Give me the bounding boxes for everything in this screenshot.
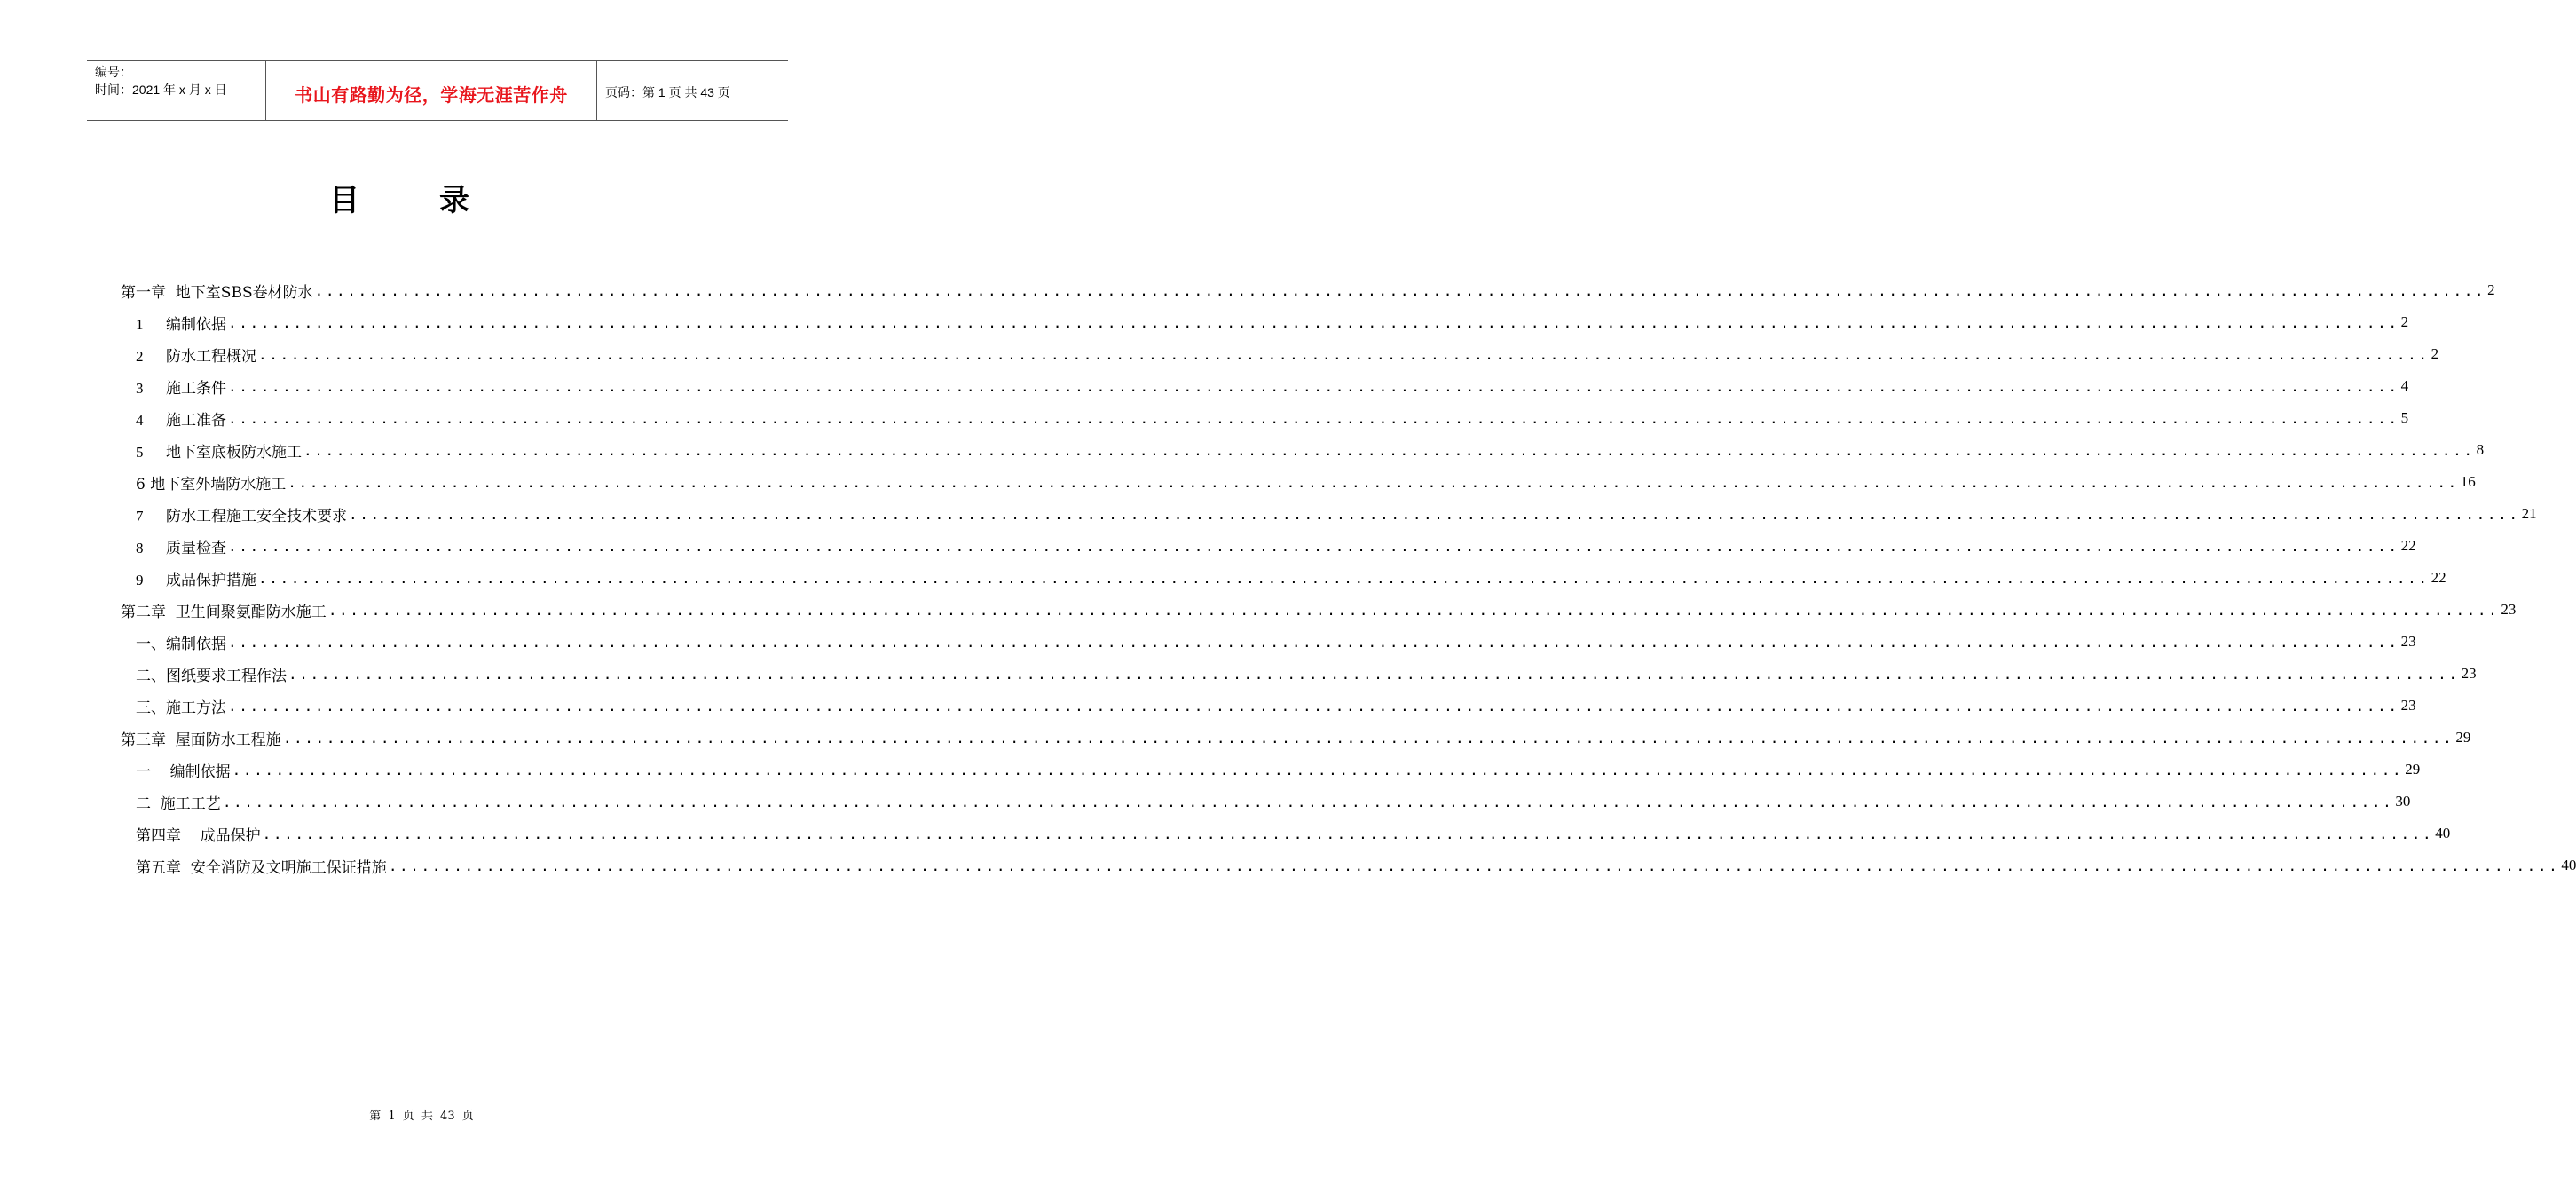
toc-leader-dots: ........................................................................................................................................................................................................ xyxy=(258,345,2430,363)
toc-leader-dots: ........................................................................................................................................................................................................ xyxy=(222,793,2394,810)
toc-entry-label: 二、图纸要求工程作法 xyxy=(136,667,287,685)
toc-leader-dots: ........................................................................................................................................................................................................ xyxy=(258,569,2430,587)
time-label: 时间：2021 年 x 月 x 日 xyxy=(95,83,227,97)
header-page-info: 页码：第 1 页 共 43 页 xyxy=(605,85,730,99)
toc-entry[interactable] xyxy=(0,530,2416,562)
table-of-contents xyxy=(0,274,2576,881)
toc-entry-label: 施工准备 xyxy=(166,411,226,430)
toc-entry-label: 第五章 安全消防及文明施工保证措施 xyxy=(136,858,387,877)
toc-entry[interactable] xyxy=(0,498,2537,530)
toc-entry-page: 29 xyxy=(2405,761,2421,778)
toc-entry[interactable] xyxy=(0,466,2476,498)
toc-entry-number: 5 xyxy=(136,443,144,461)
toc-entry-page: 4 xyxy=(2400,377,2409,394)
header-divider-right xyxy=(596,60,597,121)
toc-leader-dots: ........................................................................................................................................................................................................ xyxy=(228,313,2399,331)
toc-entry-label: 第四章 成品保护 xyxy=(136,826,261,845)
toc-entry-label: 6 地下室外墙防水施工 xyxy=(136,475,287,494)
toc-entry[interactable] xyxy=(0,722,2471,754)
toc-entry[interactable] xyxy=(0,338,2439,370)
toc-entry-label: 质量检查 xyxy=(166,539,226,557)
toc-entry[interactable] xyxy=(0,626,2416,658)
toc-entry-page: 16 xyxy=(2460,473,2476,490)
toc-entry[interactable] xyxy=(0,754,2421,786)
toc-entry-label: 地下室底板防水施工 xyxy=(166,443,302,462)
toc-entry[interactable] xyxy=(0,402,2409,434)
toc-entry-page: 30 xyxy=(2395,793,2411,810)
toc-entry-page: 2 xyxy=(2400,313,2409,330)
toc-leader-dots: ........................................................................................................................................................................................................ xyxy=(232,761,2404,778)
toc-entry-page: 22 xyxy=(2430,569,2446,586)
toc-leader-dots: ........................................................................................................................................................................................................ xyxy=(228,377,2399,395)
toc-entry[interactable] xyxy=(0,690,2416,722)
toc-leader-dots: ........................................................................................................................................................................................................ xyxy=(228,697,2399,715)
toc-entry-number: 8 xyxy=(136,539,144,557)
toc-entry[interactable] xyxy=(0,306,2409,338)
toc-entry[interactable] xyxy=(0,849,2576,881)
toc-entry-page: 23 xyxy=(2400,633,2416,650)
toc-entry-label: 第三章 屋面防水工程施 xyxy=(121,731,281,749)
toc-entry-label: 施工条件 xyxy=(166,379,226,398)
toc-entry-page: 2 xyxy=(2487,281,2495,298)
toc-entry[interactable] xyxy=(0,562,2446,594)
toc-leader-dots: ........................................................................................................................................................................................................ xyxy=(388,857,2560,874)
toc-leader-dots: ........................................................................................................................................................................................................ xyxy=(303,441,2475,459)
toc-entry-page: 23 xyxy=(2501,601,2517,618)
toc-leader-dots: ........................................................................................................................................................................................................ xyxy=(288,473,2459,491)
toc-leader-dots: ........................................................................................................................................................................................................ xyxy=(314,281,2486,299)
toc-entry-label: 成品保护措施 xyxy=(166,571,256,589)
toc-entry-number: 1 xyxy=(136,315,144,333)
toc-entry-number: 9 xyxy=(136,571,144,589)
toc-entry-label: 二 施工工艺 xyxy=(136,794,221,813)
header-top-rule xyxy=(87,60,788,61)
toc-entry-page: 5 xyxy=(2400,409,2409,426)
toc-entry-label: 编制依据 xyxy=(166,315,226,334)
toc-entry-number: 3 xyxy=(136,379,144,397)
toc-entry[interactable] xyxy=(0,274,2495,306)
toc-leader-dots: ........................................................................................................................................................................................................ xyxy=(228,633,2399,651)
toc-entry-label: 第二章 卫生间聚氨酯防水施工 xyxy=(121,603,327,621)
toc-leader-dots: ........................................................................................................................................................................................................ xyxy=(349,505,2520,523)
toc-entry-page: 8 xyxy=(2476,441,2485,458)
toc-entry-page: 2 xyxy=(2430,345,2439,362)
page-title: 目录 xyxy=(329,183,549,218)
page-footer: 第 1 页 共 43 页 xyxy=(369,1110,474,1123)
toc-entry[interactable] xyxy=(0,434,2485,466)
toc-entry-label: 防水工程施工安全技术要求 xyxy=(166,507,347,525)
code-label: 编号： xyxy=(95,65,132,79)
toc-entry-label: 一 编制依据 xyxy=(136,762,231,781)
toc-leader-dots: ........................................................................................................................................................................................................ xyxy=(327,601,2500,619)
toc-entry-page: 40 xyxy=(2435,825,2451,841)
toc-entry-label: 三、施工方法 xyxy=(136,699,226,717)
toc-entry-page: 23 xyxy=(2400,697,2416,714)
toc-entry-page: 21 xyxy=(2521,505,2537,522)
toc-entry[interactable] xyxy=(0,370,2409,402)
toc-entry-label: 第一章 地下室SBS卷材防水 xyxy=(121,283,313,302)
toc-entry[interactable] xyxy=(0,786,2411,818)
header-bottom-rule xyxy=(87,120,788,121)
toc-entry-label: 防水工程概况 xyxy=(166,347,256,366)
toc-entry-number: 7 xyxy=(136,507,144,525)
toc-entry-label: 一、编制依据 xyxy=(136,635,226,653)
toc-entry[interactable] xyxy=(0,594,2517,626)
toc-entry-page: 22 xyxy=(2400,537,2416,554)
toc-leader-dots: ........................................................................................................................................................................................................ xyxy=(282,729,2454,747)
toc-entry-number: 2 xyxy=(136,347,144,365)
toc-entry-number: 4 xyxy=(136,411,144,429)
toc-entry-page: 29 xyxy=(2455,729,2471,746)
toc-leader-dots: ........................................................................................................................................................................................................ xyxy=(262,825,2434,842)
header-meta xyxy=(95,63,227,99)
toc-entry-page: 40 xyxy=(2561,857,2576,873)
toc-entry[interactable] xyxy=(0,658,2477,690)
toc-leader-dots: ........................................................................................................................................................................................................ xyxy=(228,409,2399,427)
toc-leader-dots: ........................................................................................................................................................................................................ xyxy=(288,665,2460,683)
toc-entry[interactable] xyxy=(0,818,2451,849)
header-motto: 书山有路勤为径，学海无涯苦作舟 xyxy=(295,84,568,106)
toc-leader-dots: ........................................................................................................................................................................................................ xyxy=(228,537,2399,555)
toc-entry-page: 23 xyxy=(2461,665,2477,682)
